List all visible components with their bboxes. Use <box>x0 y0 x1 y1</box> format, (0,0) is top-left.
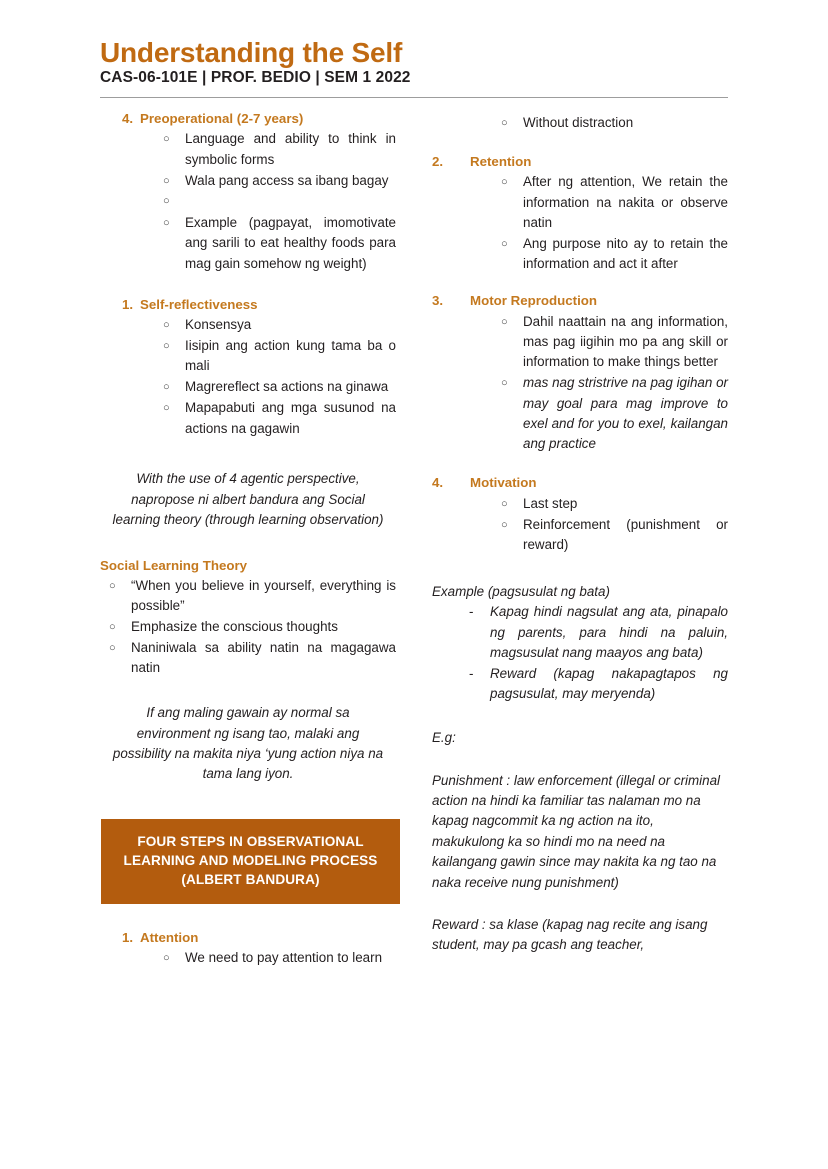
list-item <box>469 664 728 705</box>
section-title: Self-reflectiveness <box>140 296 258 312</box>
section-number: 1. <box>122 296 134 312</box>
bullet-list-attention <box>100 948 396 968</box>
header-divider <box>100 97 728 98</box>
list-item-text: Dahil naattain na ang information, mas pag iigihin mo pa ang skill or information to make things better <box>523 313 728 370</box>
list-item-text: mas nag stristrive na pag igihan or may goal para mag improve to exel and for you to exel, kailangan ang practice <box>523 375 728 452</box>
circle-bullet-icon: ○ <box>109 621 116 634</box>
page-subtitle: CAS-06-101E | PROF. BEDIO | SEM 1 2022 <box>100 68 411 86</box>
circle-bullet-icon: ○ <box>163 340 170 353</box>
section-heading-motor-reproduction <box>432 293 728 310</box>
list-item <box>501 312 728 373</box>
circle-bullet-icon: ○ <box>501 176 508 189</box>
section-heading-social-learning-theory: Social Learning Theory <box>100 557 248 573</box>
list-item <box>163 948 396 968</box>
bullet-list-motor-reproduction <box>432 312 728 455</box>
section-title: Motor Reproduction <box>470 293 598 309</box>
circle-bullet-icon: ○ <box>501 116 508 129</box>
circle-bullet-icon: ○ <box>163 133 170 146</box>
section-number: 3. <box>432 293 444 309</box>
circle-bullet-icon: ○ <box>163 402 170 415</box>
list-item-text: We need to pay attention to learn <box>185 950 383 966</box>
list-item-text: Ang purpose nito ay to retain the information and act it after <box>523 235 728 272</box>
section-title: Preoperational (2-7 years) <box>140 110 304 126</box>
list-item <box>163 315 396 335</box>
list-item-text: After ng attention, We retain the information na nakita or observe natin <box>523 174 728 230</box>
list-item-text: Emphasize the conscious thoughts <box>131 619 338 635</box>
list-item-empty <box>163 191 396 212</box>
list-item <box>501 373 728 455</box>
list-item-text: Example (pagpayat, imomotivate ang sarili to eat healthy foods para mag gain somehow ng weight) <box>185 214 396 271</box>
dash-bullet-icon: - <box>469 604 474 620</box>
bullet-list-preoperational <box>100 129 396 274</box>
section-number: 4. <box>432 475 444 491</box>
circle-bullet-icon: ○ <box>501 237 508 250</box>
list-item <box>163 129 396 170</box>
example-block-label: Example (pagsusulat ng bata) <box>432 584 610 600</box>
note-agentic-perspective: With the use of 4 agentic perspective, napropose ni albert bandura ang Social learning theory (through learning observation) <box>112 471 384 528</box>
right-column <box>432 111 728 969</box>
section-title: Retention <box>470 153 532 169</box>
dash-bullet-icon: - <box>469 665 474 681</box>
bullet-list-self-reflectiveness <box>100 315 396 439</box>
list-item <box>109 617 396 637</box>
list-item <box>163 213 396 274</box>
document-header <box>100 38 732 98</box>
circle-bullet-icon: ○ <box>501 377 508 390</box>
section-title: Attention <box>140 929 199 945</box>
list-item <box>501 515 728 556</box>
circle-bullet-icon: ○ <box>163 381 170 394</box>
section-number: 1. <box>122 929 134 945</box>
section-heading-attention <box>100 930 396 947</box>
list-item-text: Iisipin ang action kung tama ba o mali <box>185 338 396 374</box>
section-title: Motivation <box>470 475 537 491</box>
page-title: Understanding the Self <box>100 37 403 68</box>
reward-paragraph: Reward : sa klase (kapag nag recite ang isang student, may pa gcash ang teacher, <box>432 916 708 953</box>
bullet-list-retention <box>432 172 728 274</box>
circle-bullet-icon: ○ <box>163 952 170 965</box>
list-item <box>109 576 396 617</box>
section-heading-self-reflectiveness <box>100 297 396 314</box>
list-item <box>501 172 728 233</box>
list-item-text: Language and ability to think in symbolic forms <box>185 131 396 167</box>
section-heading-preoperational <box>100 111 396 128</box>
circle-bullet-icon: ○ <box>163 195 170 208</box>
list-item-text: Reinforcement (punishment or reward) <box>523 516 728 553</box>
list-item-text: Without distraction <box>523 114 634 130</box>
list-item-text <box>185 191 396 212</box>
list-item-text: Last step <box>523 495 578 511</box>
circle-bullet-icon: ○ <box>501 315 508 328</box>
list-item <box>501 234 728 275</box>
circle-bullet-icon: ○ <box>501 518 508 531</box>
banner-four-steps: FOUR STEPS IN OBSERVATIONAL LEARNING AND MODELING PROCESS (ALBERT BANDURA) <box>101 819 400 904</box>
note-maling-gawain: If ang maling gawain ay normal sa environment ng isang tao, malaki ang possibility na makita niya ‘yung action niya na tama lang iyon. <box>112 705 384 782</box>
list-item <box>163 377 396 397</box>
punishment-paragraph: Punishment : law enforcement (illegal or criminal action na hindi ka familiar tas nalaman mo na kapag nagcommit ka ng action na ito, makukulong ka so hindi mo na need na kailangang gawin since may nakita ka ng tao na naka receive nung punishment) <box>432 772 721 890</box>
section-number: 4. <box>122 110 134 126</box>
list-item-text: Kapag hindi nagsulat ang ata, pinapalo ng parents, para hindi na paluin, magsusulat nang maayos ang bata) <box>490 604 728 661</box>
dash-list-example <box>432 602 728 704</box>
list-item <box>163 336 396 377</box>
column-gutter <box>396 111 432 969</box>
list-item-text: Naniniwala sa ability natin na magagawa natin <box>131 639 396 676</box>
two-column-body <box>100 111 732 969</box>
circle-bullet-icon: ○ <box>501 497 508 510</box>
bullet-list-attention-continued <box>432 113 728 133</box>
circle-bullet-icon: ○ <box>163 174 170 187</box>
circle-bullet-icon: ○ <box>163 319 170 332</box>
list-item-text: Reward (kapag nakapagtapos ng pagsusulat, may meryenda) <box>490 665 728 701</box>
circle-bullet-icon: ○ <box>109 641 116 654</box>
circle-bullet-icon: ○ <box>163 216 170 229</box>
list-item <box>163 171 396 191</box>
bullet-list-motivation <box>432 494 728 556</box>
list-item <box>501 113 728 133</box>
circle-bullet-icon: ○ <box>109 579 116 592</box>
section-heading-motivation <box>432 475 728 492</box>
section-heading-retention <box>432 154 728 171</box>
bullet-list-social-learning-theory <box>100 576 396 679</box>
list-item-text: Konsensya <box>185 317 252 333</box>
list-item <box>109 638 396 679</box>
list-item <box>163 398 396 439</box>
eg-label: E.g: <box>432 730 456 746</box>
list-item-text: Mapapabuti ang mga susunod na actions na gagawin <box>185 400 396 436</box>
list-item <box>501 494 728 514</box>
left-column <box>100 111 396 969</box>
list-item <box>469 602 728 663</box>
section-number: 2. <box>432 153 444 169</box>
list-item-text: Wala pang access sa ibang bagay <box>185 172 389 188</box>
list-item-text: “When you believe in yourself, everything is possible” <box>131 577 396 614</box>
list-item-text: Magrereflect sa actions na ginawa <box>185 379 389 395</box>
